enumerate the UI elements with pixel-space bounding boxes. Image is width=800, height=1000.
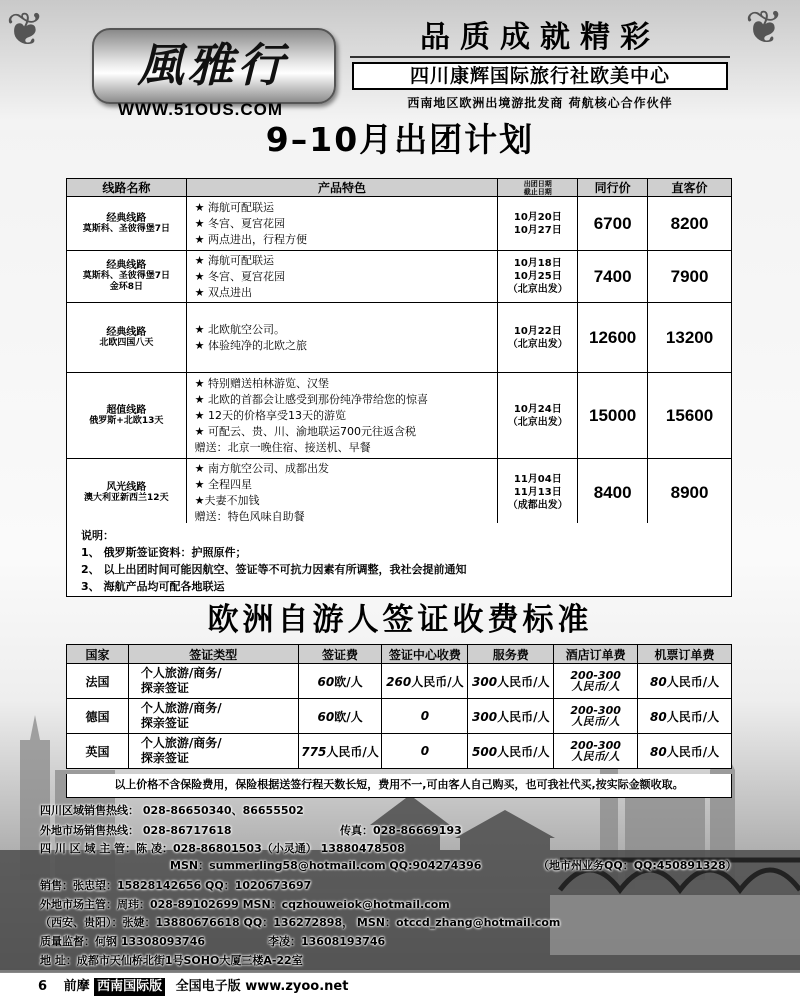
table-row [67, 459, 732, 527]
date-item: （成都出发） [507, 500, 568, 511]
visa-type [128, 734, 298, 769]
contact-block [40, 800, 780, 970]
address: 地 址：成都市天仙桥北街1号SOHO大厦三楼A-22室 [40, 954, 303, 967]
divider [350, 56, 730, 58]
feature-item: ★ 北欧的首都会让感受到那份纯净带给您的惊喜 [194, 392, 428, 406]
feature-item: 赠送：北京一晚住宿、接送机、早餐 [194, 440, 371, 454]
dates-cell [498, 251, 578, 303]
route-cell [67, 373, 187, 459]
visa-type-line: 探亲签证 [140, 681, 189, 695]
dates-cell [498, 303, 578, 373]
col-hotel-fee: 酒店订单费 [554, 645, 638, 664]
date-item: （北京出发） [507, 416, 568, 428]
center-fee [382, 699, 468, 734]
peer-price: 15000 [578, 373, 648, 459]
service-fee [468, 699, 554, 734]
fee-amount: 60 [317, 674, 335, 689]
fee-unit: 人民币/人 [666, 709, 720, 724]
tour-table [66, 178, 732, 527]
page-footer [0, 972, 800, 1000]
route-title: 风光线路 [106, 481, 147, 493]
fee-unit: 人民币/人 [411, 674, 464, 689]
fee-unit: 人民币/人 [497, 709, 550, 724]
direct-price: 7900 [648, 251, 732, 303]
features-cell [186, 197, 498, 251]
route-cell [67, 197, 187, 251]
peer-price: 8400 [578, 459, 648, 527]
direct-price: 8200 [648, 197, 732, 251]
fee-amount: 80 [650, 744, 667, 759]
outside-business-qq: （地市州业务QQ：QQ:450891328） [538, 859, 737, 872]
route-desc: 澳大利亚新西兰12天 [84, 492, 169, 503]
fee-amount: 80 [650, 709, 667, 724]
feature-item: ★ 两点进出，行程方便 [194, 232, 307, 246]
fee-unit: 人民币/人 [497, 744, 550, 759]
fee-amount: 300 [472, 709, 498, 724]
notes-title: 说明： [81, 529, 114, 542]
feature-item: ★ 全程四星 [194, 477, 252, 491]
fee-unit: 人民币/人 [666, 674, 720, 689]
brand-logo: 風雅行 [137, 38, 288, 92]
date-item: （北京出发） [507, 338, 568, 350]
service-fee [468, 664, 554, 699]
feature-item: 赠送：特色风味自助餐 [194, 509, 305, 523]
fee-amount: 775 [301, 744, 327, 759]
features-cell [186, 459, 498, 527]
peer-price: 6700 [578, 197, 648, 251]
fee-unit: 人民币/人 [571, 680, 620, 693]
col-dates [498, 179, 578, 197]
hotel-fee [554, 734, 638, 769]
col-country: 国家 [67, 645, 129, 664]
page-number: 6 [38, 979, 48, 994]
route-title: 经典线路 [106, 212, 147, 224]
table-row [67, 734, 732, 769]
quality-supervisor: 质量监督：何钢 13308093746 [40, 935, 206, 948]
peer-price: 12600 [578, 303, 648, 373]
visa-type-line: 探亲签证 [140, 751, 189, 765]
fee-unit: 欧/人 [334, 709, 363, 724]
table-row [67, 699, 732, 734]
date-item: 10月18日 [513, 258, 562, 269]
col-peer-price: 同行价 [578, 179, 648, 197]
footer-label: 前摩 [63, 979, 90, 994]
visa-fee-table [66, 644, 732, 769]
date-item: 10月27日 [513, 224, 562, 236]
hotel-fee [554, 699, 638, 734]
col-features: 产品特色 [186, 179, 498, 197]
feature-item: ★ 冬宫、夏宫花园 [194, 216, 285, 230]
hotel-fee [554, 664, 638, 699]
sales-contact: 销售：张忠望：15828142656 QQ：1020673697 [40, 879, 312, 892]
corner-flourish-icon: ❦ [6, 2, 45, 56]
dates-cell [498, 459, 578, 527]
col-visa-fee: 签证费 [298, 645, 382, 664]
plan-title: 9–10月出团计划 [265, 120, 535, 159]
col-center-fee: 签证中心收费 [382, 645, 468, 664]
xian-guiyang-contact: （西安、贵阳）：张婕：13880676618 QQ：136272898， MSN：otccd_zhang@hotmail.com [40, 916, 561, 929]
fee-amount: 200-300 [570, 704, 621, 717]
visa-table-header [67, 645, 732, 664]
ticket-fee [638, 734, 732, 769]
edition-badge: 西南国际版 [94, 978, 165, 996]
dates-cell [498, 373, 578, 459]
note-item: 1、 俄罗斯签证资料：护照原件； [81, 546, 247, 559]
feature-item: ★ 海航可配联运 [194, 200, 274, 214]
fee-amount: 80 [650, 674, 667, 689]
col-ticket-fee: 机票订单费 [638, 645, 732, 664]
feature-item: ★ 特别赠送柏林游览、汉堡 [194, 376, 329, 390]
feature-item: ★ 南方航空公司、成都出发 [194, 461, 329, 475]
col-dates-line2: 截止日期 [523, 187, 552, 196]
table-row [67, 303, 732, 373]
feature-item: ★夫妻不加钱 [194, 493, 260, 507]
ticket-fee [638, 699, 732, 734]
fee-amount: 500 [472, 744, 498, 759]
fee-unit: 欧/人 [334, 674, 363, 689]
country: 德国 [67, 699, 129, 734]
notes-box [66, 523, 732, 597]
corner-flourish-icon: ❦ [745, 0, 784, 54]
feature-item: ★ 北欧航空公司。 [194, 322, 285, 336]
fee-amount: 60 [317, 709, 335, 724]
fax: 传真：028-86669193 [340, 824, 462, 837]
features-cell [186, 251, 498, 303]
sales-hotline: 四川区域销售热线： 028-86650340、86655502 [40, 804, 304, 817]
center-fee [382, 664, 468, 699]
route-cell [67, 459, 187, 527]
date-item: 10月20日 [513, 211, 562, 223]
tour-table-header [67, 179, 732, 197]
country: 英国 [67, 734, 129, 769]
table-row [67, 251, 732, 303]
date-item: 10月25日 [513, 271, 562, 282]
fee-amount: 200-300 [570, 669, 621, 682]
table-row [67, 197, 732, 251]
brand-website[interactable]: WWW.51OUS.COM [118, 100, 284, 119]
fee-amount: 200-300 [570, 739, 621, 752]
feature-item: ★ 体验纯净的北欧之旅 [194, 338, 307, 352]
feature-item: ★ 12天的价格享受13天的游览 [194, 408, 346, 422]
route-cell [67, 303, 187, 373]
route-desc: 莫斯科、圣彼得堡7日 [82, 271, 170, 281]
col-route: 线路名称 [67, 179, 187, 197]
col-visa-type: 签证类型 [128, 645, 298, 664]
fee-unit: 人民币/人 [666, 744, 720, 759]
visa-title: 欧洲自游人签证收费标准 [207, 602, 593, 638]
fee-amount: 260 [386, 674, 412, 689]
table-row [67, 664, 732, 699]
visa-type [128, 699, 298, 734]
fee-unit: 人民币/人 [571, 750, 620, 763]
partner-tagline: 西南地区欧洲出境游批发商 荷航核心合作伙伴 [407, 96, 673, 110]
direct-price: 8900 [648, 459, 732, 527]
date-item: 11月13日 [513, 487, 562, 498]
col-direct-price: 直客价 [648, 179, 732, 197]
peer-price: 7400 [578, 251, 648, 303]
feature-item: ★ 可配云、贵、川、渝地联运700元往返含税 [194, 424, 416, 438]
route-desc: 俄罗斯+北欧13天 [89, 415, 164, 426]
feature-item: ★ 海航可配联运 [194, 253, 274, 267]
li-ling-contact: 李凌：13608193746 [268, 935, 386, 948]
dates-cell [498, 197, 578, 251]
visa-type-line: 探亲签证 [140, 716, 189, 730]
sichuan-manager: 四 川 区 域 主 管：陈 凌：028-86801503（小灵通） 13880478508 [40, 842, 405, 855]
manager-msn: MSN：summerling58@hotmail.com QQ:904274396 [170, 859, 482, 872]
outside-hotline: 外地市场销售热线： 028-86717618 [40, 824, 232, 837]
col-dates-line1: 出团日期 [523, 179, 552, 188]
direct-price: 15600 [648, 373, 732, 459]
route-title: 超值线路 [106, 404, 147, 416]
date-item: （北京出发） [507, 284, 568, 295]
date-item: 10月24日 [513, 403, 562, 415]
fee-amount: 300 [472, 674, 498, 689]
date-item: 10月22日 [513, 325, 562, 337]
visa-fee [298, 664, 382, 699]
features-cell [186, 373, 498, 459]
service-fee [468, 734, 554, 769]
route-desc: 莫斯科、圣彼得堡7日 [82, 223, 170, 234]
fee-amount: 0 [420, 709, 430, 723]
fee-unit: 人民币/人 [571, 715, 620, 728]
feature-item: ★ 双点进出 [194, 285, 252, 299]
note-item: 2、 以上出团时间可能因航空、签证等不可抗力因素有所调整，我社会提前通知 [81, 563, 467, 576]
visa-type-line: 个人旅游/商务/ [140, 701, 222, 715]
route-title: 经典线路 [106, 260, 147, 271]
footer-site[interactable]: 全国电子版 www.zyoo.net [175, 979, 349, 994]
center-fee [382, 734, 468, 769]
direct-price: 13200 [648, 303, 732, 373]
visa-type-line: 个人旅游/商务/ [140, 666, 222, 680]
route-cell [67, 251, 187, 303]
route-desc: 金环8日 [109, 282, 143, 292]
visa-note: 以上价格不含保险费用，保险根据送签行程天数长短，费用不一,可由客人自己购买，也可我社代买,按实际金额收取。 [66, 774, 732, 798]
fee-unit: 人民币/人 [326, 744, 379, 759]
table-row [67, 373, 732, 459]
outside-manager: 外地市场主管：周玮：028-89102699 MSN：cqzhouweiok@hotmail.com [40, 898, 450, 911]
feature-item: ★ 冬宫、夏宫花园 [194, 269, 285, 283]
route-title: 经典线路 [106, 326, 147, 338]
visa-fee [298, 734, 382, 769]
features-cell [186, 303, 498, 373]
note-item: 3、 海航产品均可配各地联运 [81, 580, 225, 593]
company-name: 四川康辉国际旅行社欧美中心 [352, 62, 728, 90]
slogan: 品质成就精彩 [420, 20, 660, 55]
visa-type [128, 664, 298, 699]
visa-type-line: 个人旅游/商务/ [140, 736, 222, 750]
fee-amount: 0 [420, 744, 430, 758]
route-desc: 北欧四国八天 [99, 337, 154, 348]
ticket-fee [638, 664, 732, 699]
visa-fee [298, 699, 382, 734]
col-service-fee: 服务费 [468, 645, 554, 664]
fee-unit: 人民币/人 [497, 674, 550, 689]
date-item: 11月04日 [513, 474, 562, 485]
country: 法国 [67, 664, 129, 699]
